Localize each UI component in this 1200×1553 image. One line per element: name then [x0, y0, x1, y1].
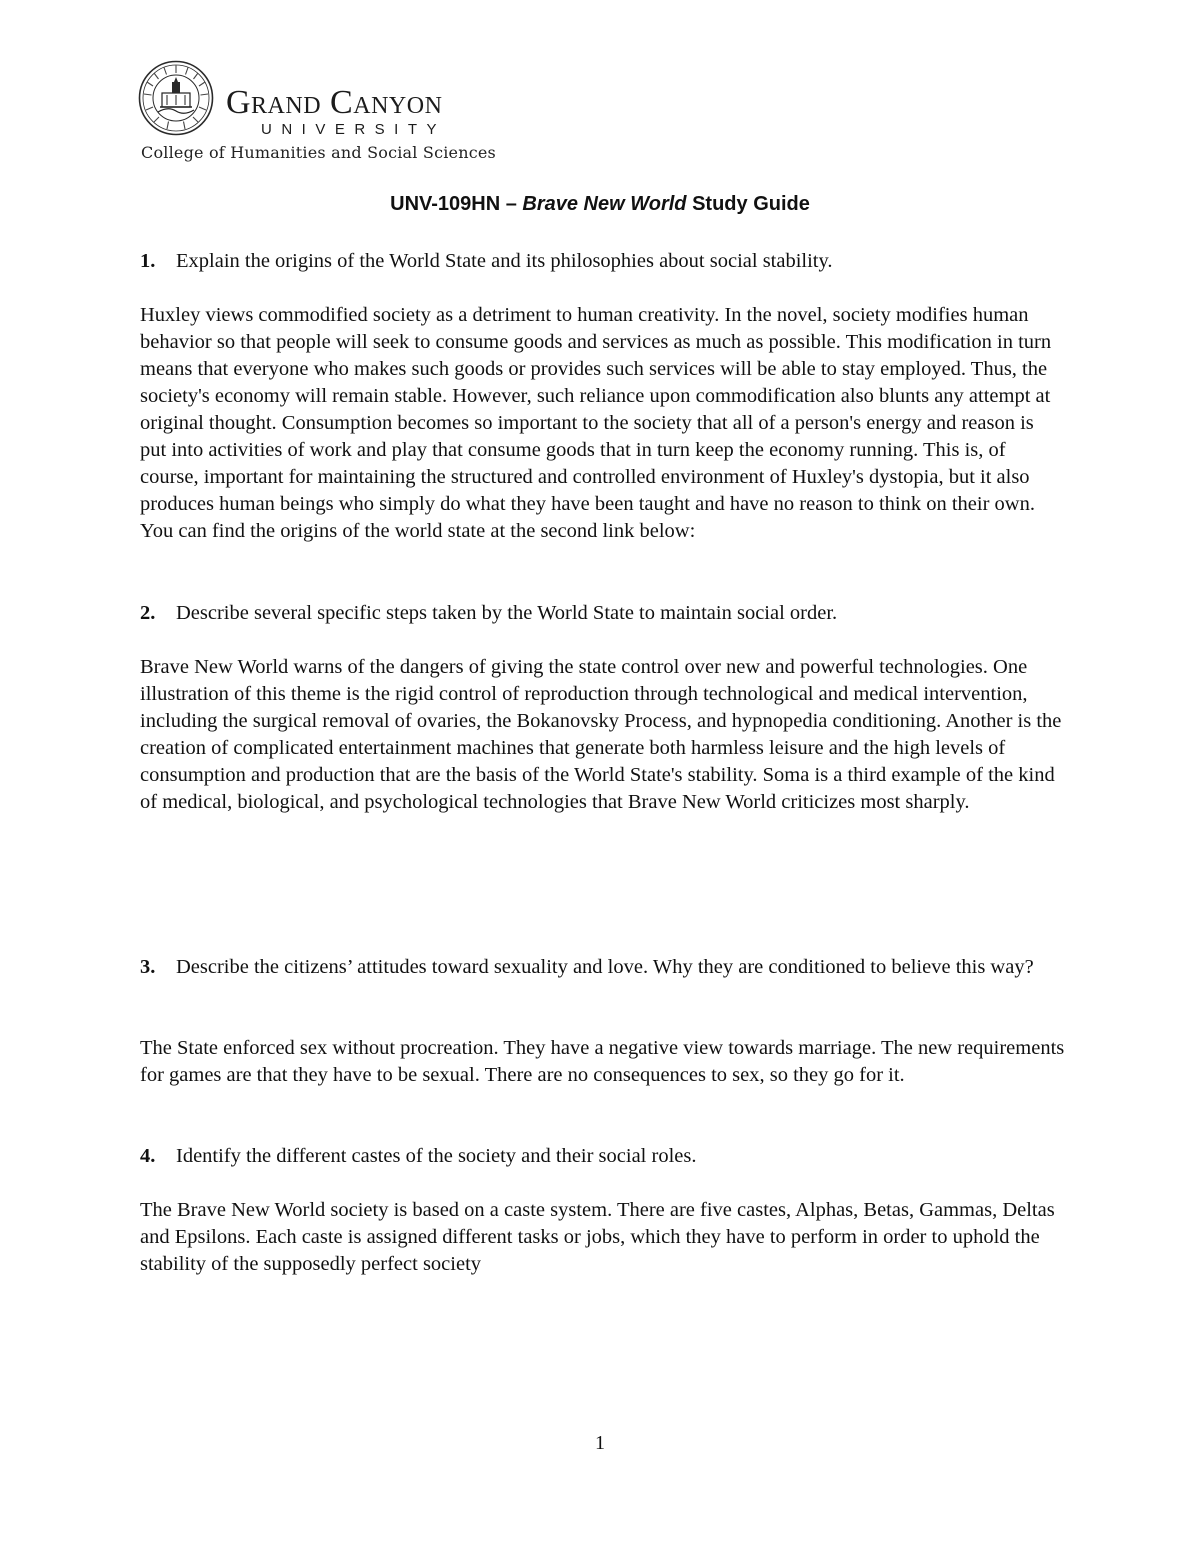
title-suffix: Study Guide — [686, 193, 810, 215]
answer-2: Brave New World warns of the dangers of giving the state control over new and powerful technologies. One illustration of this theme is the rigid control of reproduction through technological and medical intervention, including the surgical removal of ovaries, the Bokanovsky Process, and hypnopedia conditioning. Another is the creation of complicated entertainment machines that generate both harmless leisure and the high levels of consumption and production that are the basis of the World State's stability. Soma is a third example of the kind of medical, biological, and psychological technologies that Brave New World criticizes most sharply. — [140, 656, 1062, 813]
question-3 — [140, 954, 1040, 981]
question-text: Describe several specific steps taken by the World State to maintain social order. — [176, 602, 838, 624]
question-2 — [140, 600, 1040, 627]
question-text: Describe the citizens’ attitudes toward sexuality and love. Why they are conditioned to believe this way? — [176, 956, 1034, 978]
page-number: 1 — [595, 1432, 605, 1454]
university-seal-logo — [138, 60, 214, 136]
question-4 — [140, 1143, 1040, 1170]
question-number: 4. — [140, 1145, 156, 1167]
document-title — [0, 193, 1200, 216]
college-name: College of Humanities and Social Sciences — [141, 143, 496, 162]
answer-3: The State enforced sex without procreation. They have a negative view towards marriage. The new requirements for games are that they have to be sexual. There are no consequences to sex, so they go for it. — [140, 1037, 1065, 1086]
title-course-code: UNV-109HN – — [390, 193, 523, 215]
question-text: Identify the different castes of the society and their social roles. — [176, 1145, 697, 1167]
university-wordmark-subtitle: UNIVERSITY — [261, 121, 447, 138]
answer-4: The Brave New World society is based on a caste system. There are five castes, Alphas, Betas, Gammas, Deltas and Epsilons. Each caste is assigned different tasks or jobs, which they have to perform in order to uphold the stability of the supposedly perfect society — [140, 1199, 1055, 1275]
answer-1: Huxley views commodified society as a detriment to human creativity. In the novel, society modifies human behavior so that people will seek to consume goods and services as much as possible. This modification in turn means that everyone who makes such goods or provides such services will be able to stay employed. Thus, the society's economy will remain stable. However, such reliance upon commodification also blunts any attempt at original thought. Consumption becomes so important to the society that all of a person's energy and reason is put into activities of work and play that consume goods that in turn keep the economy running. This is, of course, important for maintaining the structured and controlled environment of Huxley's dystopia, but it also produces human beings who simply do what they have been taught and have no reason to think on their own. You can find the origins of the world state at the second link below: — [140, 304, 1052, 542]
question-text: Explain the origins of the World State and its philosophies about social stability. — [176, 250, 833, 272]
question-number: 2. — [140, 602, 156, 624]
title-book-name: Brave New World — [522, 193, 687, 215]
question-1 — [140, 248, 1040, 275]
question-number: 3. — [140, 956, 156, 978]
university-wordmark: Grand Canyon — [226, 84, 443, 121]
question-number: 1. — [140, 250, 156, 272]
